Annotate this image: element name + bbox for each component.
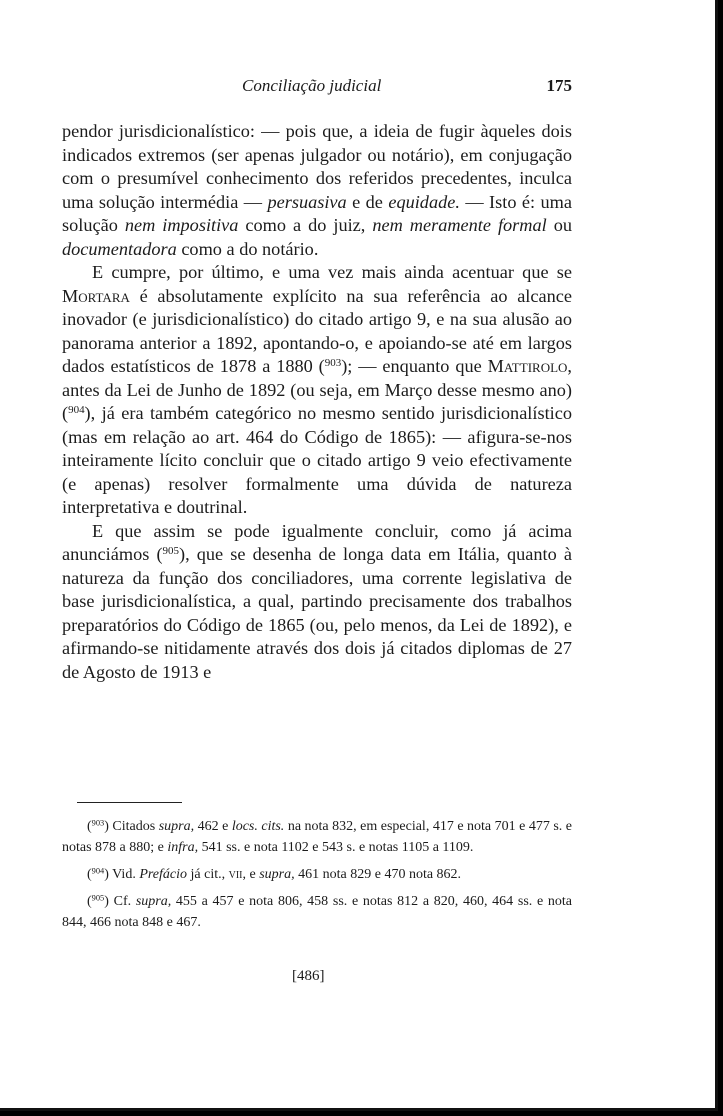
paragraph-1: pendor jurisdicionalístico: — pois que, a ideia de fugir àqueles dois indicados extremos (ser apenas julgador ou notário), em conjugação com o presumível conhecimento dos referidos precedentes, inculca uma solução intermédia — persuasiva e de equidade. — Isto é: uma solução nem impositiva como a do juiz, nem meramente formal ou documentadora como a do notário. [62,121,572,259]
author-name: Mattirolo [487,356,568,376]
footnote-ref: 905 [162,544,179,557]
footnote-ref: 904 [68,403,85,416]
footnote-903: ($^{903}$) Citados supra, 462 e locs. cits. na nota 832, em especial, 417 e nota 701 e 477 s. e notas 878 a 880; e infra, 541 ss. e nota 1102 e 543 s. e notas 1105 a 1109. [62,818,573,855]
paragraph-3: E que assim se pode igualmente concluir, como já acima anunciámos ($^{905}$), que se desenha de longa data em Itália, quanto à natureza da função dos conciliadores, uma corrente legislativa de base jurisdicionalística, a qual, partindo precisamente dos trabalhos preparatórios do Código de 1865 (ou, pelo menos, da Lei de 1892), e afirmando-se nitidamente através dos dois já citados diplomas de 27 de Agosto de 1913 e [62,520,572,682]
running-title: Conciliação judicial [242,76,382,95]
footnote-ref: 903 [324,356,342,369]
footnote-divider [77,802,182,803]
footnote-905: ($^{905}$) Cf. supra, 455 a 457 e nota 806, 458 ss. e notas 812 a 820, 460, 464 ss. e nota 844, 466 nota 848 e 467. [62,893,572,930]
footnotes [62,816,572,939]
author-name: Mortara [62,285,130,306]
signature-mark: [486] [292,968,325,984]
page-number: 175 [546,76,572,95]
footnote-904: ($^{904}$) Vid. Prefácio já cit., vii, e supra, 461 nota 829 e 470 nota 862. [87,866,462,882]
paragraph-2: E cumpre, por último, e uma vez mais ainda acentuar que se Mortara é absolutamente explícito na sua referência ao alcance inovador (e jurisdicionalístico) do citado artigo 9, e na sua alusão ao panorama anterior a 1892, apontando-o, e apoiando-se até em largos dados estatísticos de 1878 a 1880 ($^{903}$); — enquanto que Mattirolo, antes da Lei de Junho de 1892 (ou seja, em Março desse mesmo ano) ($^{904}$), já era também categórico no mesmo sentido jurisdicionalístico (mas em relação ao art. 464 do Código de 1865): — afigura-se-nos inteiramente lícito concluir que o citado artigo 9 veio efectivamente (e apenas) resolver formalmente uma dúvida de natureza interpretativa e doutrinal. [62,262,572,517]
body-text [62,120,572,684]
